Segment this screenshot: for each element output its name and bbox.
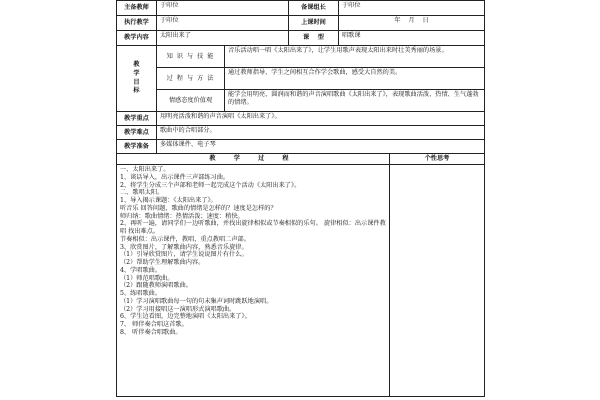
process-line: 节奏相似：出示课件，教唱，重点教唱二声部。 <box>120 235 250 243</box>
goal-row-method <box>117 68 485 90</box>
lesson-plan-table <box>116 0 485 397</box>
process-line: （1）学习演唱歌曲每一句的句末集声词时跳跃地演唱。 <box>120 297 273 305</box>
process-line: 二、歌唱太阳。 <box>120 189 164 197</box>
goal-row-knowledge <box>117 46 485 68</box>
preparation-row <box>117 140 485 154</box>
goal-category: 情感态度价值观 <box>157 90 225 112</box>
process-line: 7、 师伴奏合唱这首歌。 <box>120 321 188 328</box>
group-leader-value: 于印位 <box>339 1 485 16</box>
process-line: 6、学生边看图，边完整地演唱《太阳出来了》。 <box>120 313 251 321</box>
goal-text: 通过教师指导，学生之间相互合作学会歌曲，感受大自然的美。 <box>225 68 485 90</box>
difficulty-row <box>117 126 485 140</box>
process-line: （1）引导欣赏图片，请学生说说图片有什么。 <box>120 251 248 259</box>
date-label: 上课时间 <box>289 16 339 31</box>
process-line: 师归纳：歌曲情绪：热情活泼；速度：稍快。 <box>120 212 244 220</box>
goal-category: 知 识 与 技 能 <box>157 46 225 68</box>
process-line: 3、欣赏图片，了解歌曲内容，熟悉音乐旋律。 <box>120 243 248 251</box>
key-point-label: 教学重点 <box>117 112 157 126</box>
goals-label-char: 目 <box>133 78 140 86</box>
key-point-text: 用明亮活泼和谐的声音演唱《太阳出来了》。 <box>157 112 485 126</box>
process-header-row <box>117 154 485 165</box>
executor-value: 于印位 <box>157 16 289 31</box>
type-value: 唱歌课 <box>339 31 485 46</box>
process-line: 2、将学生分成三个声部和老师一起完成这个活动《太阳出来了》。 <box>120 181 301 189</box>
date-value: 年 月 日 <box>339 16 485 31</box>
key-point-row <box>117 112 485 126</box>
difficulty-label: 教学难点 <box>117 126 157 140</box>
process-line: 听音乐 回答问题，歌曲的情绪是怎样的？速度是怎样的？ <box>120 204 277 212</box>
process-line: （2）跟随教师演唱歌曲。 <box>120 282 192 290</box>
goal-text: 音乐活动唱一唱《太阳出来了》，让学生用歌声表现太阳出来时壮美秀丽的场景。 <box>225 46 485 68</box>
difficulty-text: 歌曲中的合唱部分。 <box>157 126 485 140</box>
goal-text: 能学会用明亮、圆润而和谐的声音演唱歌曲《太阳出来了》，表现歌曲活泼、热情、生气蓬勃的情绪。 <box>225 90 485 112</box>
process-line: 2、再听一遍，请同学们一边听歌曲，并找出旋律相似或节奏相似的乐句。 旋律相似：出示课件教唱 找出难点。 <box>120 220 386 235</box>
goals-label-char: 标 <box>133 87 140 95</box>
notes-header: 个性思考 <box>390 154 485 165</box>
process-line: （2）学习用接唱这一演唱形式演唱歌曲。 <box>120 305 236 313</box>
process-line: （1）师范唱歌曲。 <box>120 274 174 282</box>
goal-row-attitude <box>117 90 485 112</box>
process-line: （2）帮助学生理解歌曲内容。 <box>120 259 205 266</box>
process-line: 1、谈话导入，出示课件三声部练习曲。 <box>120 173 230 181</box>
goal-category: 过 程 与 方 法 <box>157 68 225 90</box>
process-body-row <box>117 165 485 397</box>
goals-label-char: 教 <box>133 60 140 68</box>
teacher-value: 于印位 <box>157 1 289 16</box>
executor-row <box>117 16 485 31</box>
type-label: 课 型 <box>289 31 339 46</box>
executor-label: 执行教学 <box>117 16 157 31</box>
goals-label-char: 学 <box>133 69 140 77</box>
notes-column <box>390 165 485 397</box>
content-row <box>117 31 485 46</box>
preparation-text: 多媒体课件、电子琴 <box>157 140 485 154</box>
process-line: 4、学唱歌曲。 <box>120 266 162 274</box>
process-line: 5、练唱歌曲。 <box>120 290 162 297</box>
goals-label <box>117 46 157 112</box>
content-label: 教学内容 <box>117 31 157 46</box>
process-body <box>117 165 390 397</box>
content-value: 太阳出来了 <box>157 31 289 46</box>
process-line: 1、导入揭示课题：《太阳出来了》。 <box>120 197 217 204</box>
process-line: 8、 听伴奏合唱歌曲。 <box>120 328 182 336</box>
process-line: 一、太阳出来了。 <box>120 166 170 173</box>
teacher-row <box>117 1 485 16</box>
teacher-label: 主备教师 <box>117 1 157 16</box>
process-header: 教 学 过 程 <box>117 154 390 165</box>
group-leader-label: 备课组长 <box>289 1 339 16</box>
lesson-plan-sheet <box>116 0 484 400</box>
preparation-label: 教学准备 <box>117 140 157 154</box>
